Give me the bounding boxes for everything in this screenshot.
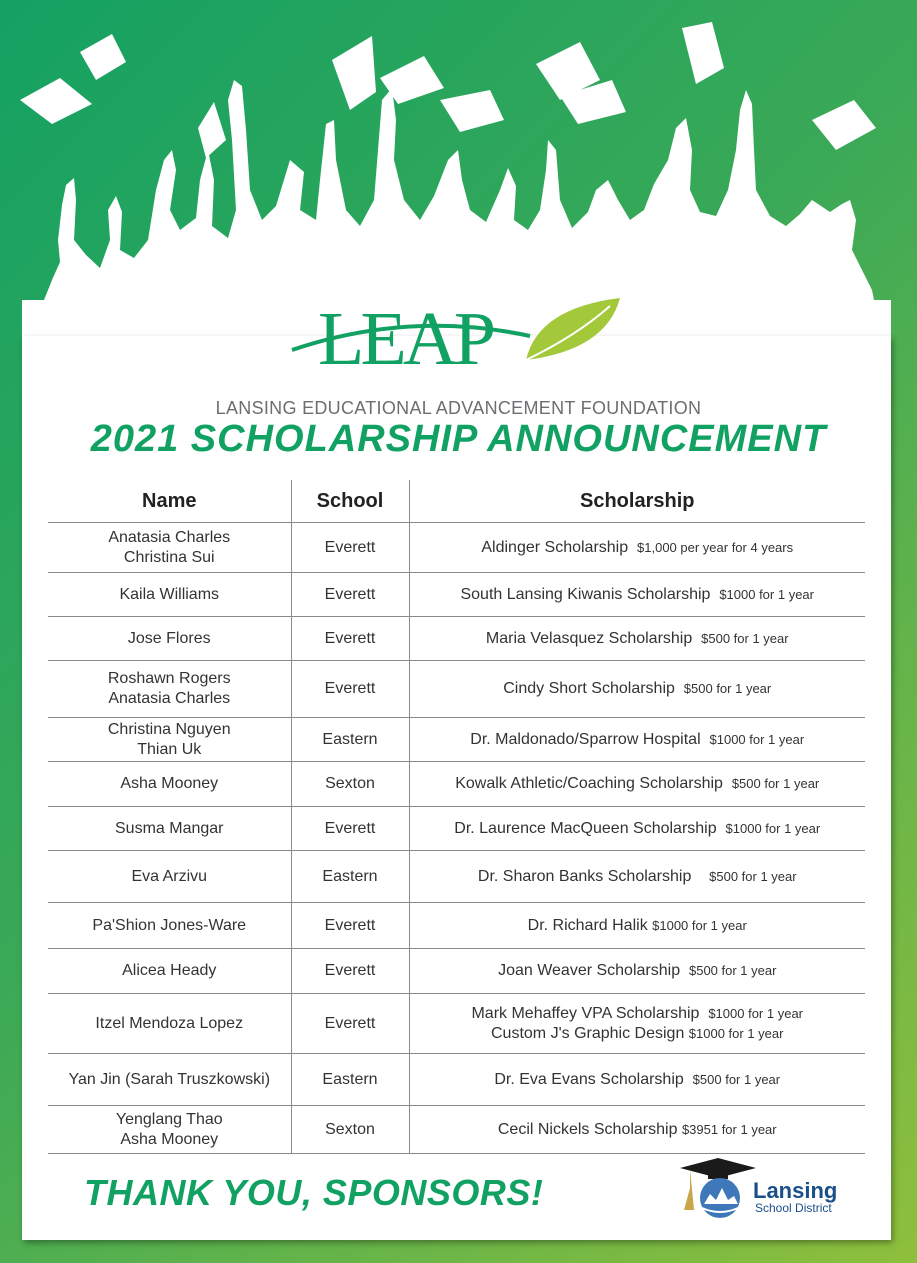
scholarship-amount: $3951 for 1 year xyxy=(681,1121,777,1137)
scholarship-amount: $500 for 1 year xyxy=(709,868,797,884)
table-row xyxy=(48,617,865,661)
table-row xyxy=(48,1054,865,1106)
recipient-name: Asha Mooney xyxy=(120,775,219,792)
recipient-name: Alicea Heady xyxy=(122,962,217,979)
recipient-name: Yan Jin (Sarah Truszkowski) xyxy=(68,1070,271,1088)
recipient-names xyxy=(48,1106,291,1154)
column-header-scholarship: Scholarship xyxy=(409,480,865,523)
scholarship-amount: $1,000 per year for 4 years xyxy=(637,539,794,555)
recipient-name: Pa'Shion Jones-Ware xyxy=(92,916,247,934)
scholarship-amount: $500 for 1 year xyxy=(683,681,772,696)
scholarship-amount: $1000 for 1 year xyxy=(688,1025,784,1041)
recipient-names xyxy=(48,994,291,1054)
scholarship-title: Kowalk Athletic/Coaching Scholarship xyxy=(455,775,723,792)
scholarship xyxy=(409,573,865,617)
school: Sexton xyxy=(291,1106,409,1154)
scholarship-title: Maria Velasquez Scholarship xyxy=(485,629,693,647)
district-subtitle: School District xyxy=(755,1201,832,1215)
scholarship-amount: $1000 for 1 year xyxy=(652,917,747,933)
scholarship xyxy=(409,762,865,807)
scholarship-amount: $500 for 1 year xyxy=(701,630,789,646)
scholarship xyxy=(409,617,865,661)
scholarship-title: South Lansing Kiwanis Scholarship xyxy=(460,585,711,603)
scholarship-title: Aldinger Scholarship xyxy=(481,538,629,556)
scholarship-title: Dr. Laurence MacQueen Scholarship xyxy=(454,819,717,837)
recipient-names xyxy=(48,1054,291,1106)
scholarship-title: Custom J's Graphic Design xyxy=(491,1024,685,1042)
scholarship-table xyxy=(48,480,865,1154)
scholarship-title: Dr. Maldonado/Sparrow Hospital xyxy=(470,730,701,748)
school: Everett xyxy=(291,617,409,661)
recipient-names xyxy=(48,949,291,994)
recipient-name: Eva Arzivu xyxy=(131,867,208,885)
table-row xyxy=(48,1106,865,1154)
scholarship-amount: $1000 for 1 year xyxy=(709,731,805,747)
table-row xyxy=(48,762,865,807)
scholarship xyxy=(409,1054,865,1106)
scholarship-amount: $500 for 1 year xyxy=(688,963,777,978)
school: Everett xyxy=(291,573,409,617)
scholarship-title: Cecil Nickels Scholarship xyxy=(497,1120,678,1138)
scholarship-title: Dr. Sharon Banks Scholarship xyxy=(477,867,692,885)
recipient-names xyxy=(48,573,291,617)
page-title: 2021 SCHOLARSHIP ANNOUNCEMENT xyxy=(90,418,827,460)
recipient-name: Christina Sui xyxy=(123,548,215,566)
recipient-names xyxy=(48,661,291,718)
school: Everett xyxy=(291,903,409,949)
recipient-names xyxy=(48,617,291,661)
scholarship-title: Joan Weaver Scholarship xyxy=(498,962,681,979)
scholarship xyxy=(409,523,865,573)
recipient-name: Susma Mangar xyxy=(115,819,224,837)
school: Eastern xyxy=(291,1054,409,1106)
recipient-name: Christina Nguyen xyxy=(107,720,231,738)
recipient-names xyxy=(48,523,291,573)
recipient-name: Anatasia Charles xyxy=(108,690,231,707)
table-row xyxy=(48,523,865,573)
scholarship xyxy=(409,903,865,949)
column-header-name: Name xyxy=(48,480,291,523)
school: Eastern xyxy=(291,718,409,762)
recipient-name: Anatasia Charles xyxy=(108,528,231,546)
school: Everett xyxy=(291,523,409,573)
scholarship-amount: $1000 for 1 year xyxy=(725,820,821,836)
scholarship xyxy=(409,1106,865,1154)
scholarship-title: Dr. Eva Evans Scholarship xyxy=(494,1070,684,1088)
scholarship xyxy=(409,949,865,994)
table-row xyxy=(48,661,865,718)
leap-logo-text: LEAP xyxy=(318,297,492,374)
foundation-name: LANSING EDUCATIONAL ADVANCEMENT FOUNDATION xyxy=(215,398,702,418)
district-name: Lansing xyxy=(753,1178,838,1203)
table-row xyxy=(48,994,865,1054)
scholarship xyxy=(409,807,865,851)
school: Sexton xyxy=(291,762,409,807)
recipient-names xyxy=(48,903,291,949)
scholarship-amount: $500 for 1 year xyxy=(692,1071,781,1087)
recipient-names xyxy=(48,718,291,762)
school: Everett xyxy=(291,807,409,851)
scholarship-amount: $1000 for 1 year xyxy=(719,586,814,602)
table-row xyxy=(48,807,865,851)
recipient-name: Jose Flores xyxy=(127,629,211,647)
scholarship xyxy=(409,994,865,1054)
scholarship xyxy=(409,718,865,762)
table-header-row xyxy=(48,480,865,523)
table-row xyxy=(48,851,865,903)
scholarship xyxy=(409,661,865,718)
recipient-names xyxy=(48,851,291,903)
recipient-name: Kaila Williams xyxy=(119,585,220,603)
table-row xyxy=(48,573,865,617)
recipient-names xyxy=(48,762,291,807)
recipient-name: Roshawn Rogers xyxy=(107,670,231,687)
table-row xyxy=(48,949,865,994)
recipient-names xyxy=(48,807,291,851)
scholarship-title: Cindy Short Scholarship xyxy=(503,680,675,697)
school: Everett xyxy=(291,994,409,1054)
thank-you-sponsors: THANK YOU, SPONSORS! xyxy=(84,1172,544,1213)
table-row xyxy=(48,903,865,949)
scholarship-title: Mark Mehaffey VPA Scholarship xyxy=(471,1004,700,1022)
scholarship-title: Dr. Richard Halik xyxy=(527,916,648,934)
recipient-name: Thian Uk xyxy=(137,740,202,758)
recipient-name: Yenglang Thao xyxy=(115,1110,223,1128)
scholarship-amount: $1000 for 1 year xyxy=(708,1005,804,1021)
leap-logo xyxy=(290,292,625,374)
column-header-school: School xyxy=(291,480,409,523)
school: Everett xyxy=(291,661,409,718)
tassel-icon xyxy=(684,1169,694,1210)
table-row xyxy=(48,718,865,762)
school: Eastern xyxy=(291,851,409,903)
recipient-name: Itzel Mendoza Lopez xyxy=(95,1014,244,1032)
school: Everett xyxy=(291,949,409,994)
scholarship-amount: $500 for 1 year xyxy=(731,776,820,791)
recipient-name: Asha Mooney xyxy=(120,1130,219,1148)
scholarship xyxy=(409,851,865,903)
